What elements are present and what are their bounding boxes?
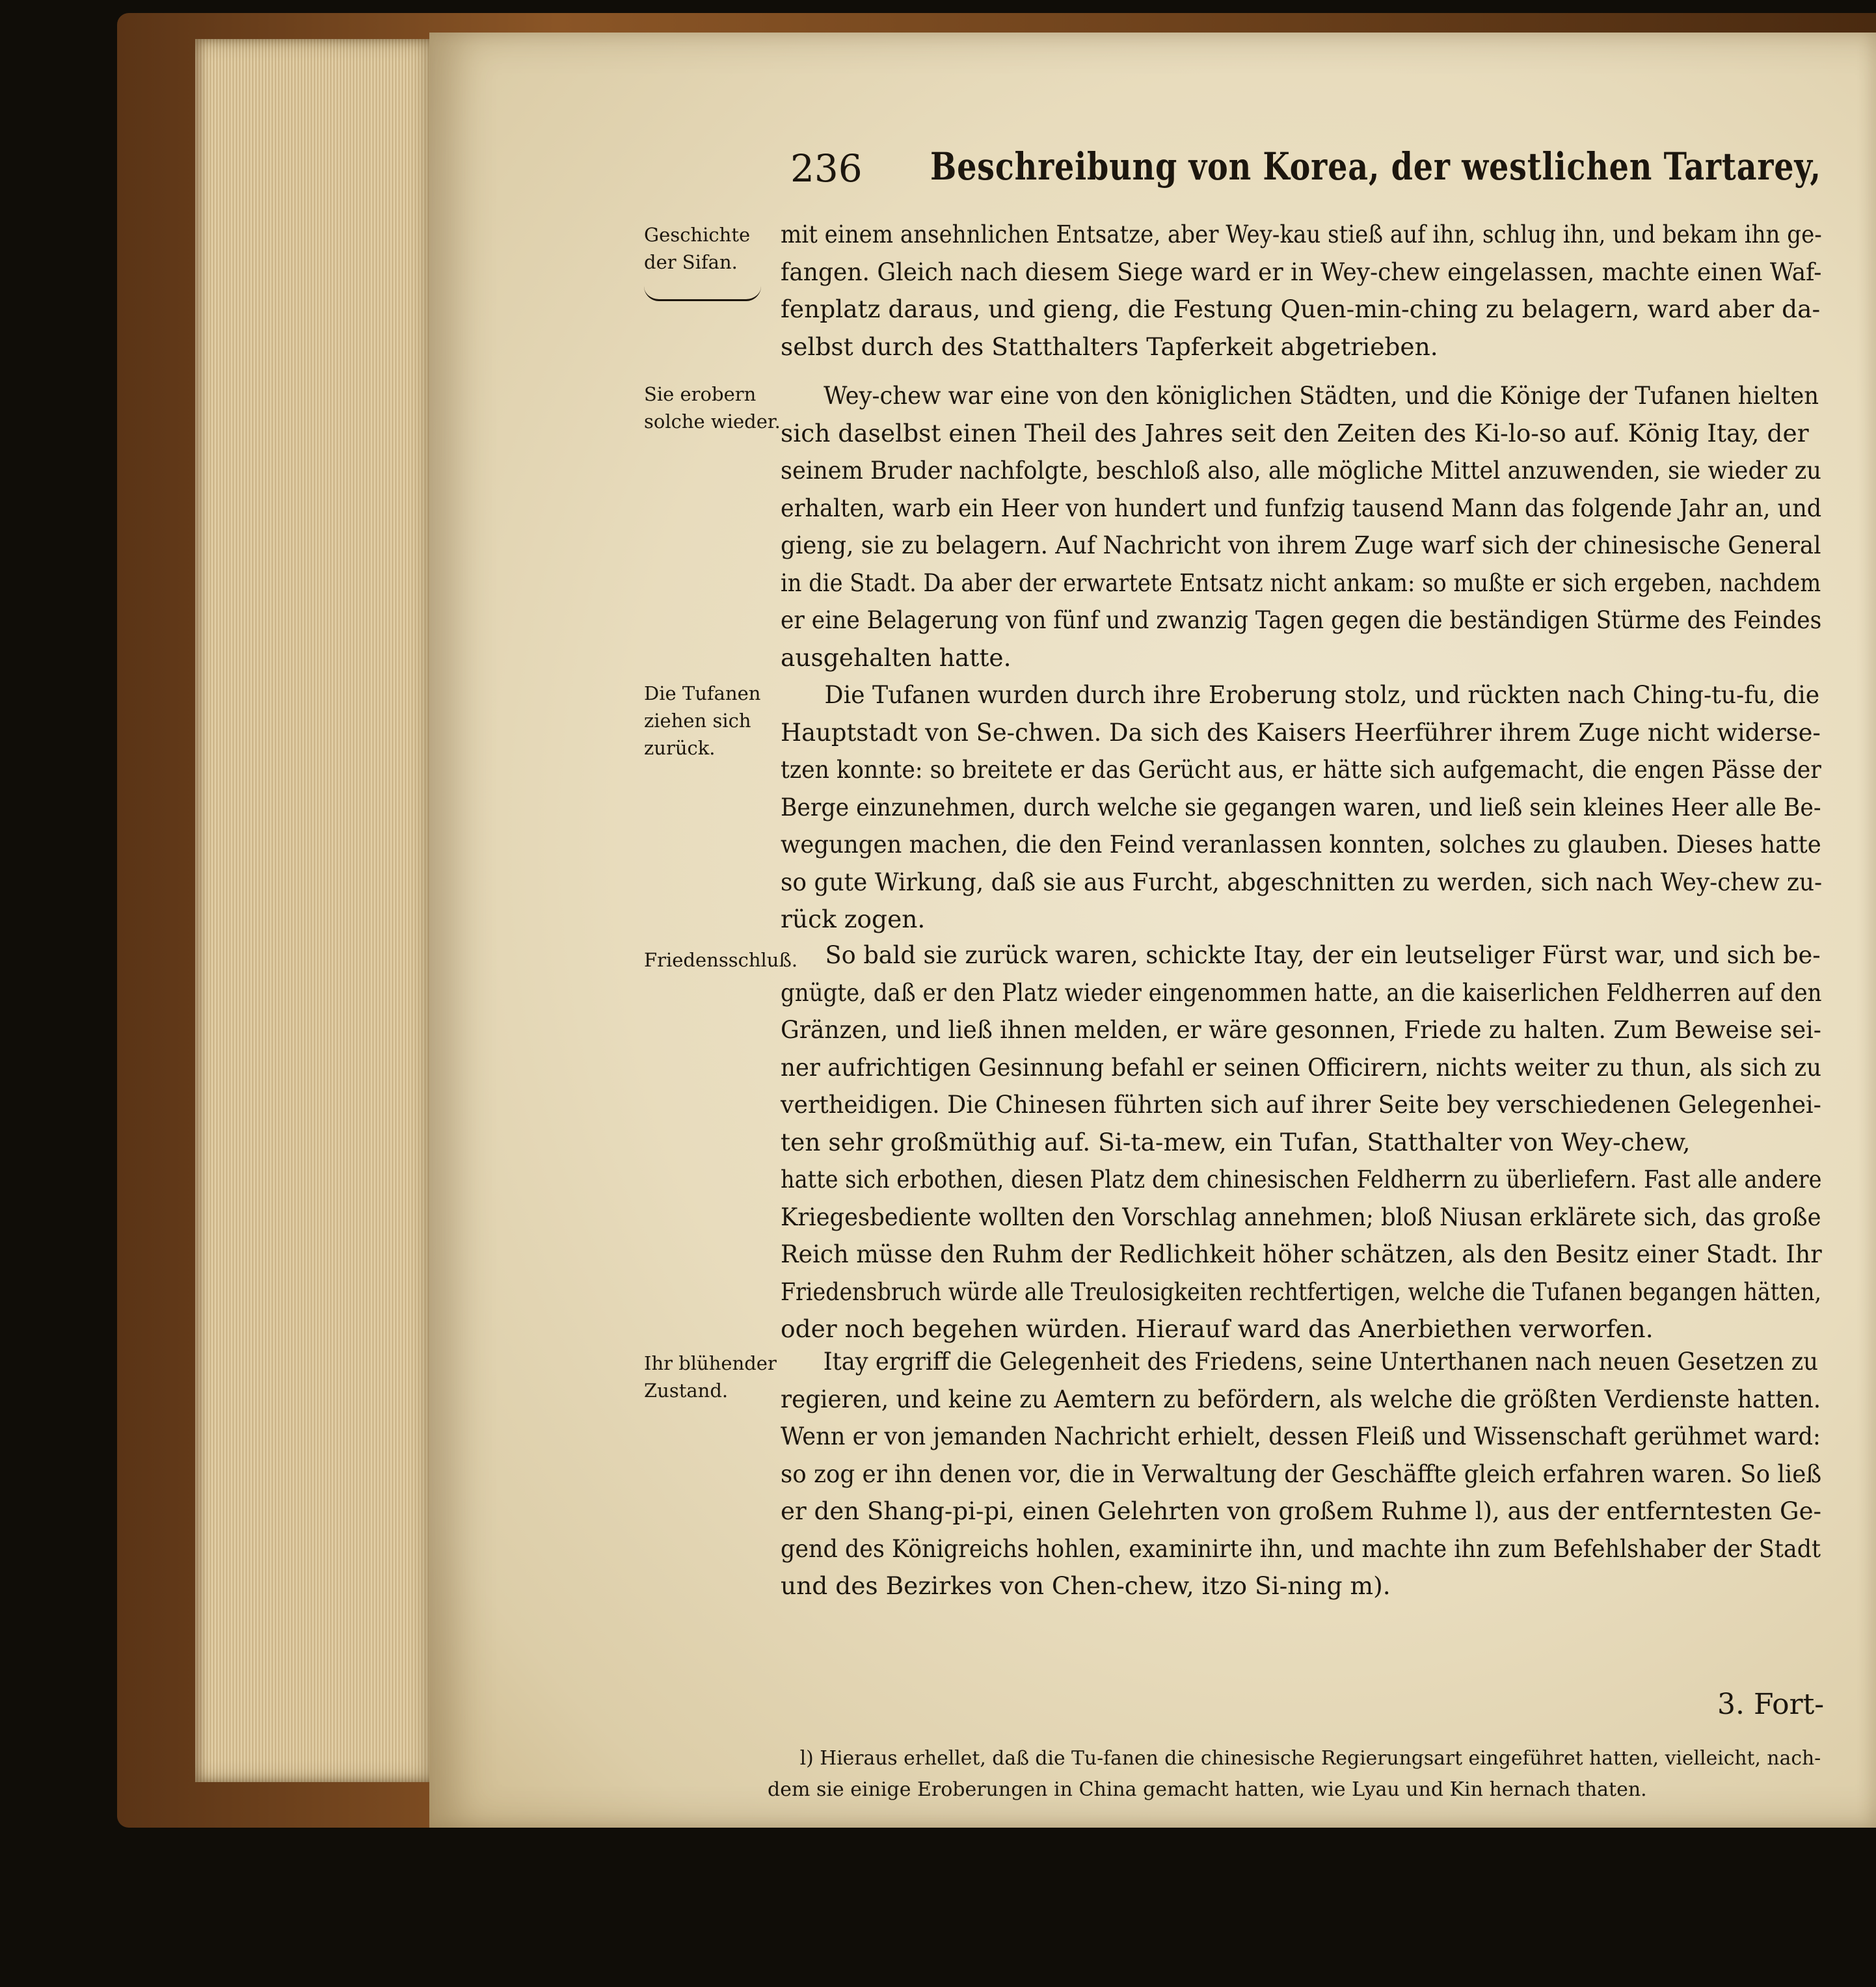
text-line: er den Shang-pi-pi, einen Gelehrten von großem Ruhme l), aus der entferntesten Ge- [781, 1497, 1822, 1525]
text-line: Die Tufanen wurden durch ihre Eroberung stolz, und rückten nach Ching-tu-fu, die [824, 680, 1820, 709]
text-line: hatte sich erbothen, diesen Platz dem chinesischen Feldherrn zu überliefern. Fast alle andere [781, 1165, 1822, 1194]
text-line: oder noch begehen würden. Hierauf ward das Anerbiethen verworfen. [781, 1314, 1654, 1343]
margin-note: Sie erobern solche wieder. [644, 383, 781, 433]
text-line: fenplatz daraus, und gieng, die Festung Quen-min-ching zu belagern, ward aber da- [781, 295, 1821, 323]
text-line: mit einem ansehnlichen Entsatze, aber Wey-kau stieß auf ihn, schlug ihn, und bekam ihn ge- [781, 220, 1822, 248]
text-line: in die Stadt. Da aber der erwartete Entsatz nicht ankam: so mußte er sich ergeben, nachdem [781, 568, 1821, 597]
margin-brace [644, 286, 761, 301]
footnote-line: l) Hieraus erhellet, daß die Tu-fanen die chinesische Regierungsart eingeführet hatten, vielleicht, nach- [799, 1747, 1821, 1770]
page-edges [195, 39, 442, 1782]
text-line: regieren, und keine zu Aemtern zu befördern, als welche die größten Verdienste hatten. [781, 1384, 1821, 1413]
text-line: Hauptstadt von Se-chwen. Da sich des Kaisers Heerführer ihrem Zuge nicht widerse- [781, 717, 1821, 747]
text-line: Itay ergriff die Gelegenheit des Friedens, seine Unterthanen nach neuen Gesetzen zu [823, 1347, 1818, 1376]
page-number: 236 [790, 146, 863, 191]
text-line: wegungen machen, die den Feind veranlassen konnten, solches zu glauben. Dieses hatte [781, 830, 1821, 859]
text-line: Gränzen, und ließ ihnen melden, er wäre gesonnen, Friede zu halten. Zum Beweise sei- [781, 1015, 1821, 1044]
margin-note: Friedensschluß. [644, 949, 798, 971]
text-line: Berge einzunehmen, durch welche sie gegangen waren, und ließ sein kleines Heer alle Be- [781, 792, 1821, 821]
text-line: Reich müsse den Ruhm der Redlichkeit höher schätzen, als den Besitz einer Stadt. Ihr [781, 1240, 1822, 1268]
text-line: und des Bezirkes von Chen-chew, itzo Si-ning m). [781, 1571, 1391, 1600]
text-line: sich daselbst einen Theil des Jahres seit den Zeiten des Ki-lo-so auf. König Itay, der [781, 418, 1809, 447]
margin-note: Ihr blühender Zustand. [644, 1352, 777, 1402]
paragraph [781, 1343, 1821, 1605]
footnote [768, 1743, 1821, 1806]
text-line: Friedensbruch würde alle Treulosigkeiten rechtfertigen, welche die Tufanen begangen hätten, [781, 1277, 1822, 1306]
text-line: ten sehr großmüthig auf. Si-ta-mew, ein Tufan, Statthalter von Wey-chew, [781, 1127, 1691, 1156]
margin-note: Geschichte der Sifan. [644, 224, 751, 273]
text-line: Wenn er von jemanden Nachricht erhielt, dessen Fleiß und Wissenschaft gerühmet ward: [781, 1422, 1821, 1450]
paragraph [781, 377, 1821, 676]
paragraph [781, 937, 1821, 1348]
text-line: erhalten, warb ein Heer von hundert und funfzig tausend Mann das folgende Jahr an, und [781, 493, 1822, 522]
text-line: fangen. Gleich nach diesem Siege ward er in Wey-chew eingelassen, machte einen Waf- [781, 257, 1822, 286]
text-line: gend des Königreichs hohlen, examinirte ihn, und machte ihn zum Befehlshaber der Stadt [781, 1534, 1821, 1563]
running-head: Beschreibung von Korea, der westlichen Tartarey, [930, 144, 1821, 189]
footnote-line: dem sie einige Eroberungen in China gemacht hatten, wie Lyau und Kin hernach thaten. [768, 1778, 1647, 1801]
text-line: So bald sie zurück waren, schickte Itay, der ein leutseliger Fürst war, und sich be- [825, 940, 1821, 969]
text-line: seinem Bruder nachfolgte, beschloß also, alle mögliche Mittel anzuwenden, sie wieder zu [781, 456, 1821, 485]
text-line: rück zogen. [781, 905, 926, 933]
text-line: Wey-chew war eine von den königlichen Städten, und die Könige der Tufanen hielten [824, 381, 1819, 410]
text-line: gieng, sie zu belagern. Auf Nachricht von ihrem Zuge warf sich der chinesische General [781, 531, 1821, 559]
text-line: tzen konnte: so breitete er das Gerücht aus, er hätte sich aufgemacht, die engen Pässe der [781, 755, 1821, 784]
text-line: so zog er ihn denen vor, die in Verwaltung der Geschäffte gleich erfahren waren. So ließ [781, 1459, 1822, 1488]
text-line: Kriegesbediente wollten den Vorschlag annehmen; bloß Niusan erklärete sich, das große [781, 1202, 1821, 1231]
text-line: er eine Belagerung von fünf und zwanzig Tagen gegen die beständigen Stürme des Feindes [781, 606, 1822, 634]
text-line: ausgehalten hatte. [781, 643, 1012, 672]
paragraph [781, 216, 1821, 366]
catchword: 3. Fort- [1717, 1688, 1825, 1721]
text-line: selbst durch des Statthalters Tapferkeit abgetrieben. [781, 332, 1438, 361]
margin-note: Die Tufanen ziehen sich zurück. [644, 682, 761, 759]
paragraph [781, 676, 1821, 939]
text-line: gnügte, daß er den Platz wieder eingenommen hatte, an die kaiserlichen Feldherren auf den [781, 978, 1822, 1007]
text-line: so gute Wirkung, daß sie aus Furcht, abgeschnitten zu werden, sich nach Wey-chew zu- [781, 867, 1823, 896]
text-line: ner aufrichtigen Gesinnung befahl er seinen Officirern, nichts weiter zu thun, als sich zu [781, 1052, 1822, 1082]
text-line: vertheidigen. Die Chinesen führten sich auf ihrer Seite bey verschiedenen Gelegenhei- [781, 1090, 1821, 1119]
